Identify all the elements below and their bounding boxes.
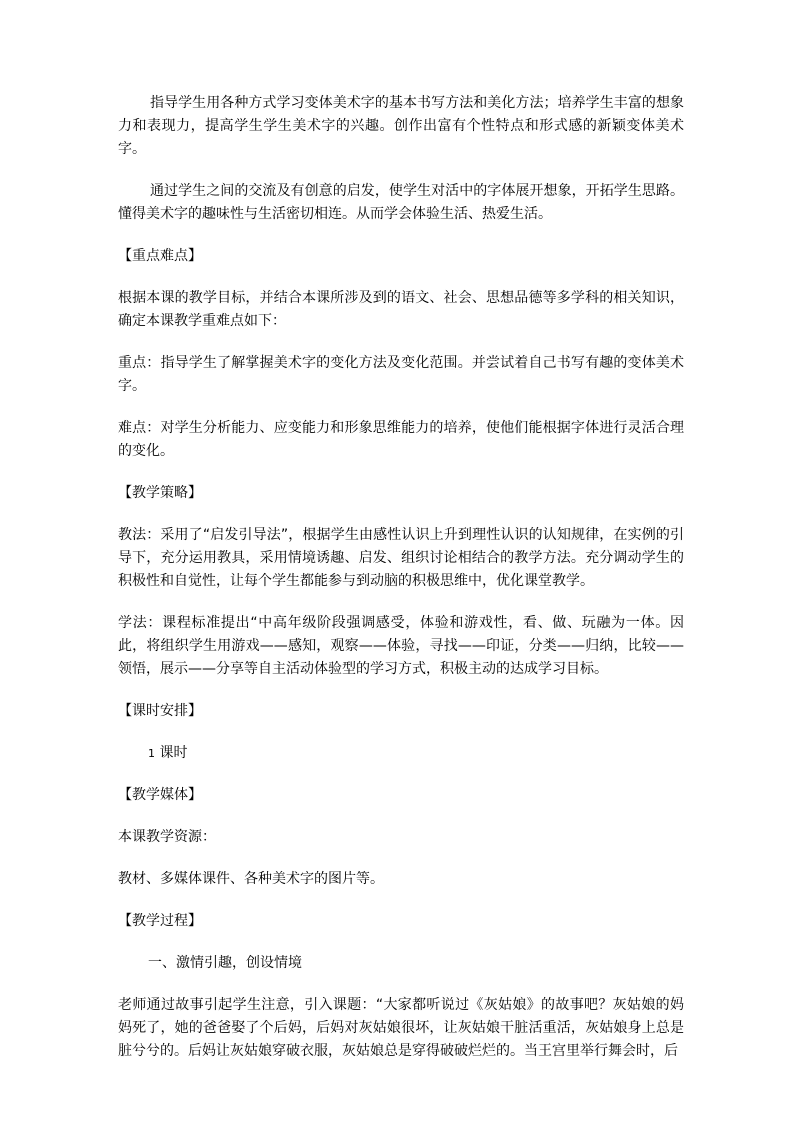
heading-schedule: 【课时安排】 <box>118 703 202 719</box>
objective-paragraph-2: 通过学生之间的交流及有创意的启发，使学生对活中的字体展开想象，开拓学生思路。懂得美术字的趣味性与生活密切相连。从而学会体验生活、热爱生活。 <box>118 183 684 222</box>
media-resources-label: 本课教学资源： <box>118 829 216 845</box>
key-point-difficulty: 难点：对学生分析能力、应变能力和形象思维能力的培养，使他们能根据字体进行灵活合理的变化。 <box>118 420 684 459</box>
objective-paragraph-1: 指导学生用各种方式学习变体美术字的基本书写方法和美化方法；培养学生丰富的想象力和表现力，提高学生学生美术字的兴趣。创作出富有个性特点和形式感的新颖变体美术字。 <box>118 95 684 157</box>
process-story-paragraph: 老师通过故事引起学生注意，引入课题：“大家都听说过《灰姑娘》的故事吧？灰姑娘的妈妈死了，她的爸爸娶了个后妈，后妈对灰姑娘很坏，让灰姑娘干脏活重活，灰姑娘身上总是脏兮兮的。后妈让灰姑娘穿破衣服，灰姑娘总是穿得破破烂烂的。当王宫里举行舞会时，后 <box>118 997 684 1059</box>
heading-key-points: 【重点难点】 <box>118 248 202 264</box>
schedule-number: 1 <box>148 747 155 760</box>
key-points-intro: 根据本课的教学目标，并结合本课所涉及到的语文、社会、思想品德等多学科的相关知识，确定本课教学重难点如下： <box>118 290 684 329</box>
teaching-method: 教法：采用了“启发引导法”，根据学生由感性认识上升到理性认识的认知规律，在实例的引导下，充分运用教具，采用情境诱趣、启发、组织讨论相结合的教学方法。充分调动学生的积极性和自觉性，让每个学生都能参与到动脑的积极思维中，优化课堂教学。 <box>118 527 684 589</box>
document-body <box>118 92 684 1082</box>
key-point-focus: 重点：指导学生了解掌握美术字的变化方法及变化范围。并尝试着自己书写有趣的变体美术字。 <box>118 355 684 394</box>
heading-media: 【教学媒体】 <box>118 787 202 803</box>
schedule-line <box>118 742 684 765</box>
learning-method: 学法：课程标准提出“中高年级阶段强调感受，体验和游戏性，看、做、玩融为一体。因此，将组织学生用游戏——感知，观察——体验，寻找——印证，分类——归纳，比较——领悟，展示——分享等自主活动体验型的学习方式，积极主动的达成学习目标。 <box>118 615 684 677</box>
heading-process: 【教学过程】 <box>118 913 202 929</box>
process-step-1-title: 一、激情引趣，创设情境 <box>148 955 302 971</box>
heading-teaching-strategy: 【教学策略】 <box>118 485 202 501</box>
schedule-unit: 课时 <box>159 745 188 761</box>
media-resources-list: 教材、多媒体课件、各种美术字的图片等。 <box>118 871 384 887</box>
